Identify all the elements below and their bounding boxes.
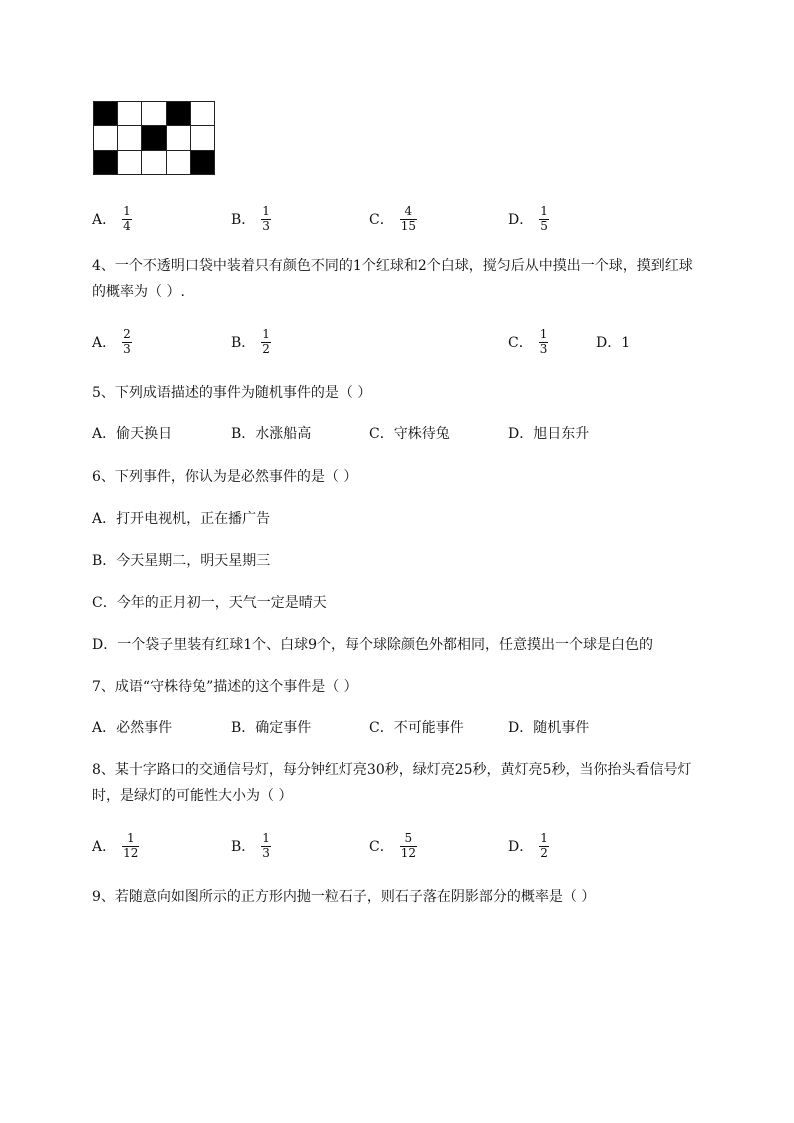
- q9-question: 9、若随意向如图所示的正方形内抛一粒石子，则石子落在阴影部分的概率是（ ）: [92, 889, 596, 905]
- q3-option-d[interactable]: D． $\frac{1}{5}$: [508, 203, 548, 233]
- q8-option-b[interactable]: B． $\frac{1}{3}$: [231, 830, 270, 860]
- q3-grid-figure: [93, 101, 215, 175]
- fraction: $\frac{5}{12}$: [400, 830, 416, 860]
- grid-cell-blank: [190, 126, 214, 150]
- grid-cell-blank: [166, 150, 190, 174]
- fraction: $\frac{1}{4}$: [123, 203, 131, 233]
- fraction: $\frac{1}{3}$: [262, 830, 270, 860]
- grid-row: [94, 150, 215, 174]
- grid-cell-shaded: [142, 126, 166, 150]
- q5-option-d[interactable]: D．旭日东升: [508, 426, 590, 442]
- q7-option-d[interactable]: D．随机事件: [508, 720, 590, 736]
- grid-row: [94, 126, 215, 150]
- q5-question: 5、下列成语描述的事件为随机事件的是（ ）: [92, 385, 372, 401]
- q6-question: 6、下列事件，你认为是必然事件的是（ ）: [92, 469, 358, 485]
- grid-row: [94, 102, 215, 126]
- q3-option-c[interactable]: C． $\frac{4}{15}$: [369, 203, 416, 233]
- grid-cell-blank: [118, 102, 142, 126]
- grid-cell-shaded: [94, 150, 118, 174]
- grid-cell-blank: [166, 126, 190, 150]
- q4-option-b[interactable]: B． $\frac{1}{2}$: [231, 326, 270, 356]
- fraction: $\frac{1}{2}$: [262, 326, 270, 356]
- fraction: $\frac{1}{5}$: [540, 203, 548, 233]
- grid-cell-blank: [142, 102, 166, 126]
- grid-cell-shaded: [166, 102, 190, 126]
- q7-option-b[interactable]: B．确定事件: [231, 720, 312, 736]
- fraction: $\frac{1}{12}$: [123, 830, 139, 860]
- q3-option-a[interactable]: A． $\frac{1}{4}$: [92, 203, 131, 233]
- q8-question: 8、某十字路口的交通信号灯，每分钟红灯亮30秒，绿灯亮25秒，黄灯亮5秒，当你抬头看信号灯 时，是绿灯的可能性大小为（ ）: [92, 762, 692, 804]
- q6-option-b[interactable]: B．今天星期二，明天星期三: [92, 553, 271, 569]
- q7-question: 7、成语“守株待兔”描述的这个事件是（ ）: [92, 679, 358, 695]
- q5-option-b[interactable]: B．水涨船高: [231, 426, 312, 442]
- grid-cell-blank: [190, 102, 214, 126]
- q8-option-c[interactable]: C． $\frac{5}{12}$: [369, 830, 416, 860]
- q6-option-a[interactable]: A．打开电视机，正在播广告: [92, 511, 271, 527]
- q4-question: 4、一个不透明口袋中装着只有颜色不同的1个红球和2个白球，搅匀后从中摸出一个球，摸到红球 的概率为（ ）.: [92, 258, 693, 300]
- fraction: $\frac{1}{3}$: [262, 203, 270, 233]
- q6-option-d[interactable]: D．一个袋子里装有红球1个、白球9个，每个球除颜色外都相同，任意摸出一个球是白色的: [92, 637, 654, 653]
- q4-option-d[interactable]: D．1: [596, 335, 631, 351]
- q5-option-c[interactable]: C．守株待兔: [369, 426, 450, 442]
- grid-cell-shaded: [190, 150, 214, 174]
- fraction: $\frac{4}{15}$: [400, 203, 416, 233]
- q7-option-a[interactable]: A．必然事件: [92, 720, 173, 736]
- grid-cell-blank: [142, 150, 166, 174]
- q6-option-c[interactable]: C．今年的正月初一，天气一定是晴天: [92, 595, 327, 611]
- q7-option-c[interactable]: C．不可能事件: [369, 720, 464, 736]
- q3-option-b[interactable]: B． $\frac{1}{3}$: [231, 203, 270, 233]
- fraction: $\frac{1}{2}$: [540, 830, 548, 860]
- q8-option-a[interactable]: A． $\frac{1}{12}$: [92, 830, 139, 860]
- grid-cell-blank: [118, 126, 142, 150]
- fraction: $\frac{2}{3}$: [123, 326, 131, 356]
- q4-option-a[interactable]: A． $\frac{2}{3}$: [92, 326, 131, 356]
- q8-option-d[interactable]: D． $\frac{1}{2}$: [508, 830, 548, 860]
- q5-option-a[interactable]: A．偷天换日: [92, 426, 173, 442]
- fraction: $\frac{1}{3}$: [539, 326, 548, 356]
- q4-option-c[interactable]: C． $\frac{1}{3}$: [508, 326, 548, 356]
- grid-cell-shaded: [94, 102, 118, 126]
- grid-cell-blank: [118, 150, 142, 174]
- grid-cell-blank: [94, 126, 118, 150]
